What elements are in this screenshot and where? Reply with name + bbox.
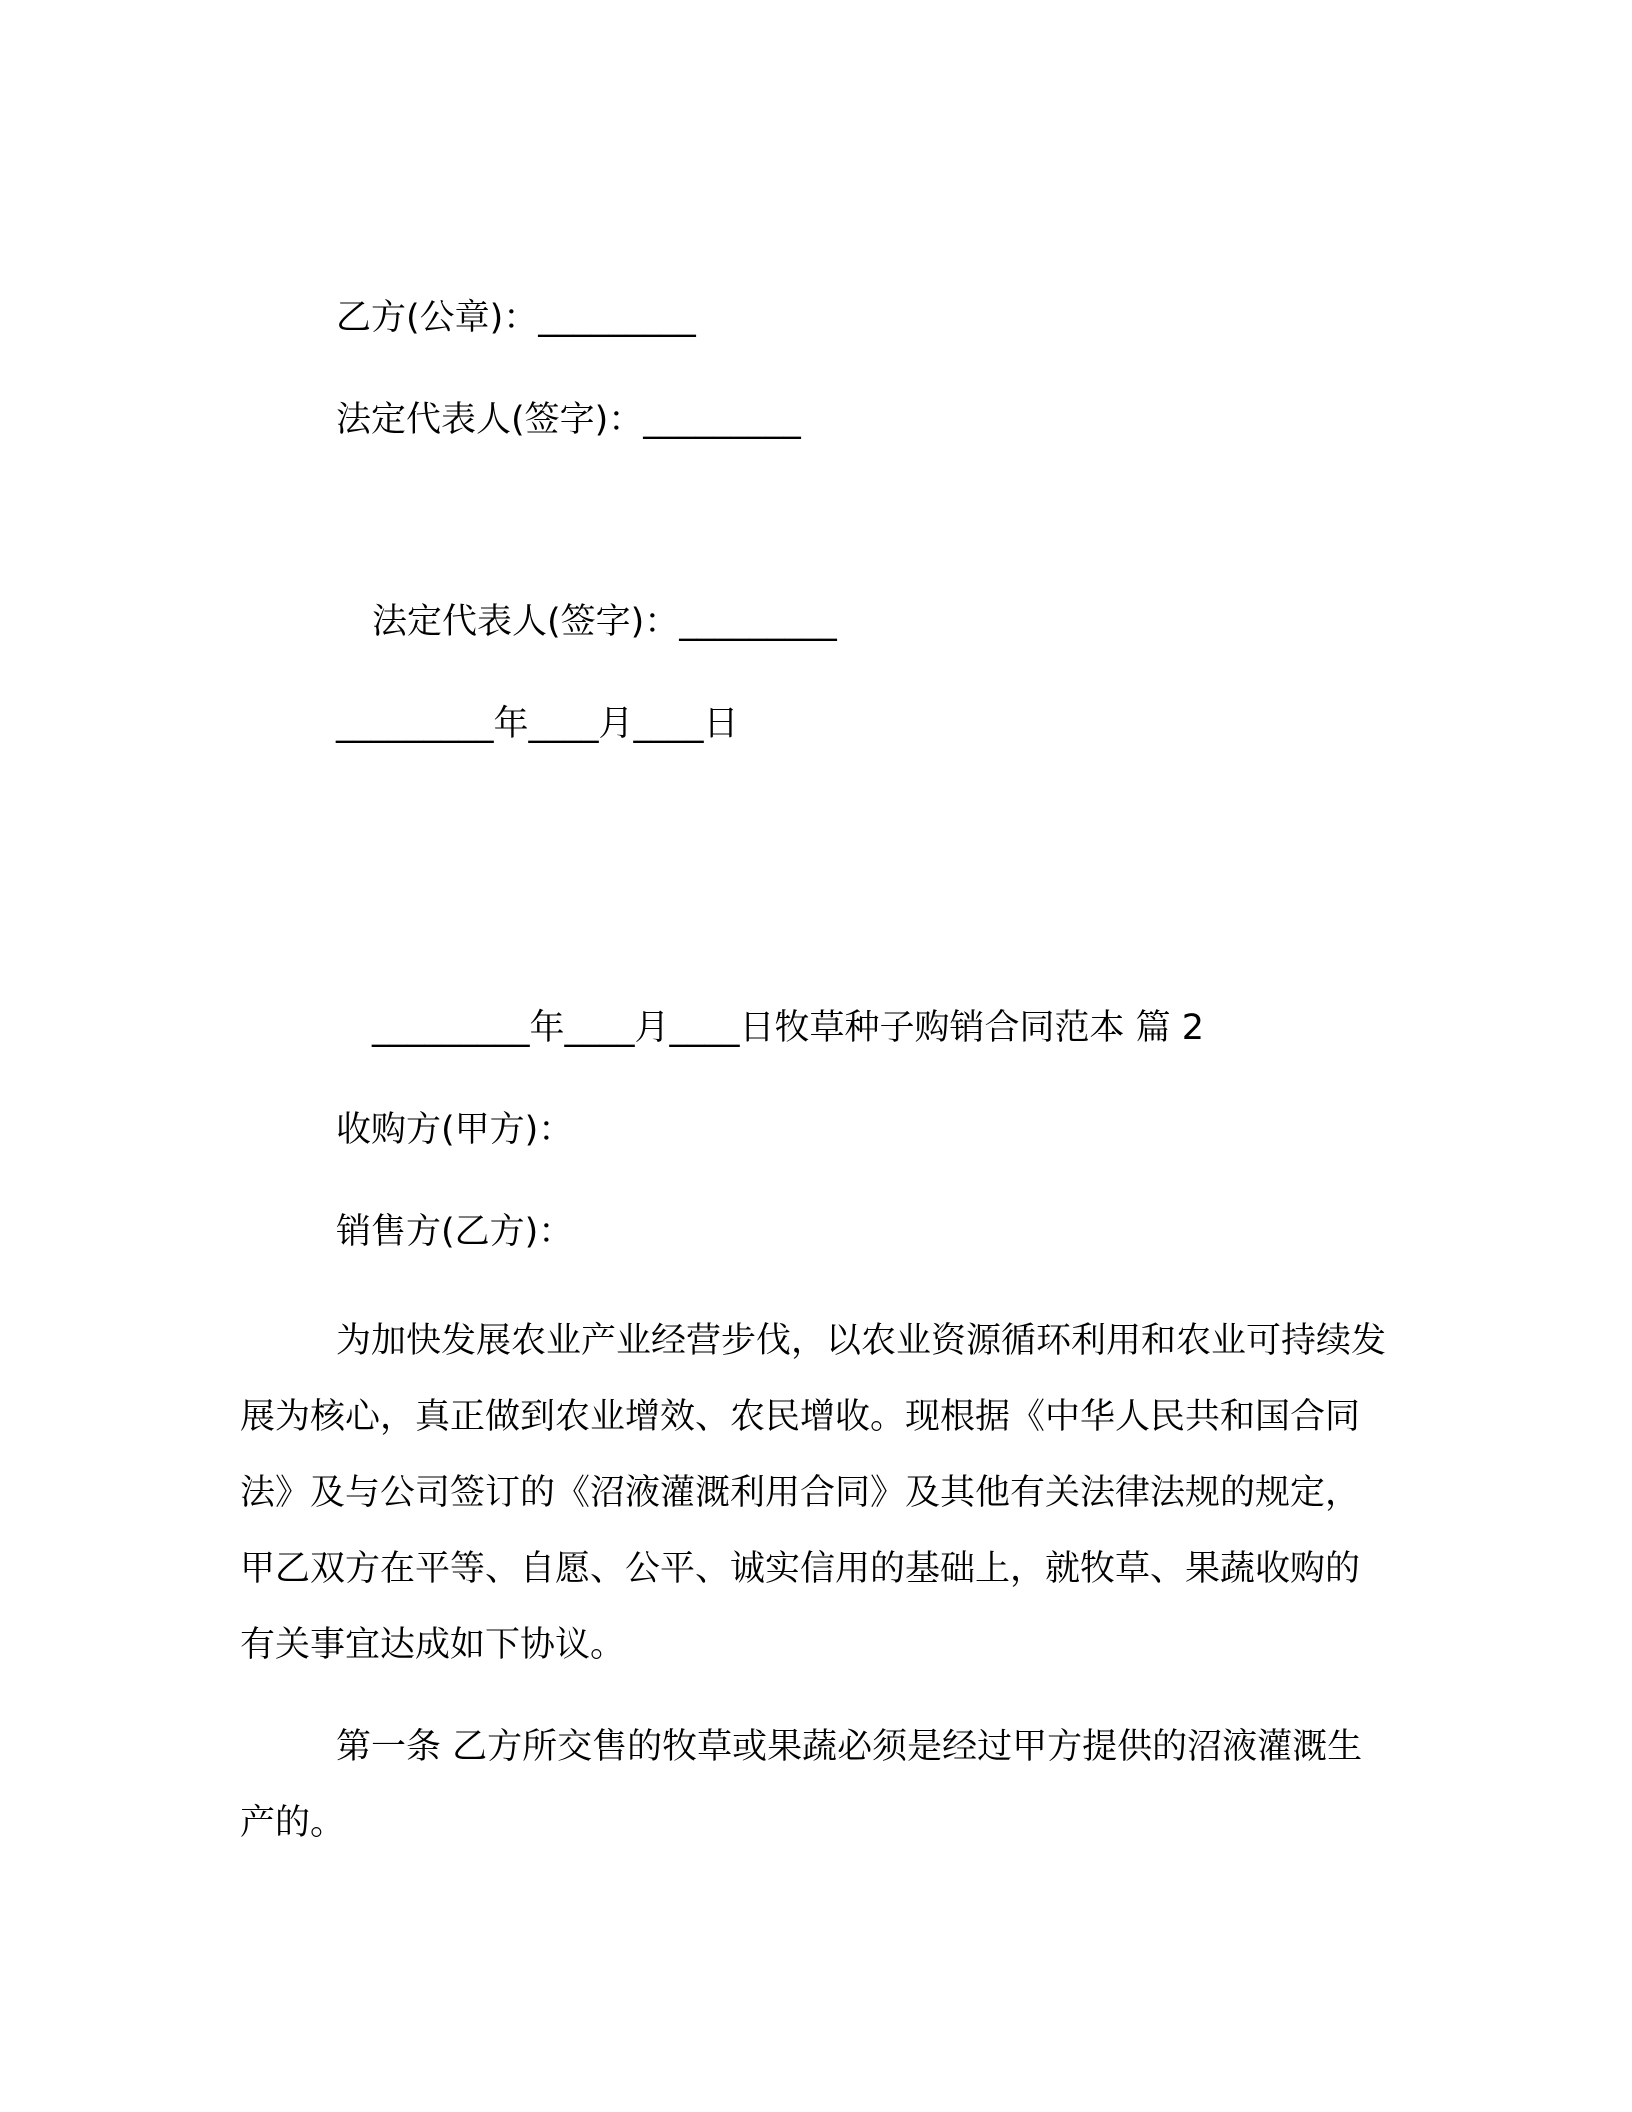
date-line: _________年____月____日 bbox=[336, 704, 739, 744]
legal-representative-line-1: 法定代表人(签字)：_________ bbox=[336, 400, 801, 440]
intro-paragraph: 为加快发展农业产业经营步伐，以农业资源循环利用和农业可持续发展为核心，真正做到农业增效、农民增收。现根据《中华人民共和国合同法》及与公司签订的《沼液灌溉利用合同》及其他有关法律法规的规定，甲乙双方在平等、自愿、公平、诚实信用的基础上，就牧草、果蔬收购的有关事宜达成如下协议。 bbox=[240, 1321, 1387, 1665]
article-1-paragraph: 第一条 乙方所交售的牧草或果蔬必须是经过甲方提供的沼液灌溉生产的。 bbox=[240, 1727, 1363, 1843]
section-title: _________年____月____日牧草种子购销合同范本 篇 2 bbox=[372, 1008, 1205, 1048]
party-b-seal-line: 乙方(公章)：_________ bbox=[336, 298, 696, 338]
legal-representative-line-2: 法定代表人(签字)：_________ bbox=[372, 602, 837, 642]
seller-line: 销售方(乙方)： bbox=[336, 1212, 574, 1252]
buyer-line: 收购方(甲方)： bbox=[336, 1110, 574, 1150]
